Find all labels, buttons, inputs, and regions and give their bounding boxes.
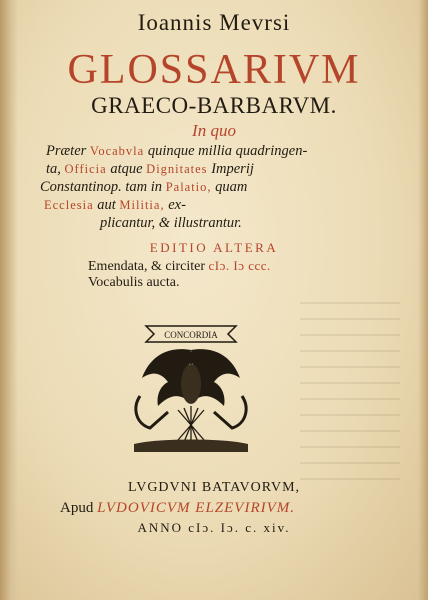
text: Constantinop. tam in xyxy=(40,179,166,195)
description-line-2 xyxy=(46,160,386,178)
red-text: cIɔ. Iɔ ccc. xyxy=(208,258,271,273)
vocabulis-line: Vocabulis aucta. xyxy=(88,275,180,290)
red-text: Militia, xyxy=(119,198,165,212)
motto-text: CONCORDIA xyxy=(164,330,218,340)
arrows-bundle xyxy=(178,406,204,442)
red-text: Dignitates xyxy=(146,162,208,176)
description-line-3 xyxy=(40,178,380,196)
red-text: Ecclesia xyxy=(44,198,94,212)
eagle-head xyxy=(185,352,197,364)
printer-device-eagle-woodcut xyxy=(128,312,254,458)
red-text: Officia xyxy=(64,162,107,176)
text: ex- xyxy=(164,197,186,213)
text: Apud xyxy=(60,500,98,516)
subtitle: GRAECO-BARBARVM. xyxy=(91,93,337,118)
text: quinque millia quadringen- xyxy=(144,143,308,159)
text: quam xyxy=(211,179,248,195)
eagle-body xyxy=(181,364,201,404)
text: Emendata, & circiter xyxy=(88,259,209,274)
in-quo: In quo xyxy=(192,121,236,140)
edition-statement: EDITIO ALTERA xyxy=(149,240,279,255)
text: ta, xyxy=(46,161,65,177)
author-name: Ioannis Mevrsi xyxy=(137,10,291,35)
show-through xyxy=(300,300,400,480)
text: Præter xyxy=(46,143,90,159)
imprint-place: LVGDVNI BATAVORVM, xyxy=(127,480,301,495)
printer-name: LVDOVICVM ELZEVIRIVM. xyxy=(97,500,296,516)
description-line-5: plicantur, & illustrantur. xyxy=(100,215,242,231)
ground xyxy=(134,440,248,453)
imprint-printer-line xyxy=(60,500,295,517)
text: atque xyxy=(106,161,147,177)
red-text: Vocabvla xyxy=(89,144,145,158)
title: GLOSSARIVM xyxy=(67,47,361,93)
text: aut xyxy=(93,197,120,213)
description-line-4 xyxy=(44,196,384,214)
imprint-year: ANNO cIɔ. Iɔ. c. xiv. xyxy=(137,520,291,535)
emendata-line xyxy=(88,258,271,275)
description-line-1 xyxy=(46,142,386,160)
text: Imperij xyxy=(207,161,254,177)
red-text: Palatio, xyxy=(165,180,212,194)
